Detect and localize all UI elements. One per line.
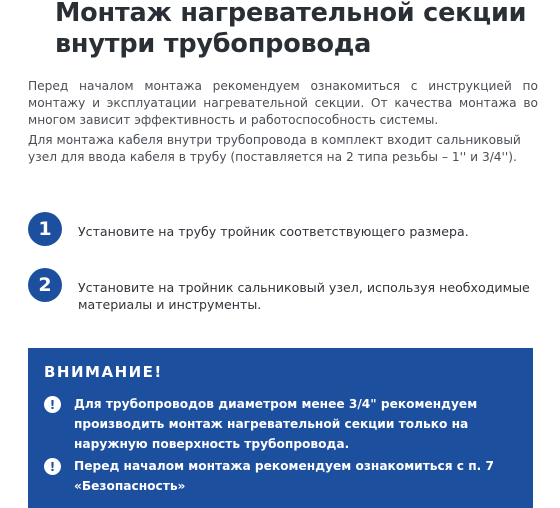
- warning-item-text: Перед началом монтажа рекомендуем ознакомиться с п. 7 «Безопасность»: [74, 459, 495, 493]
- warning-title: ВНИМАНИЕ!: [44, 363, 163, 381]
- warning-box: [28, 348, 533, 508]
- intro-paragraph-1: Перед началом монтажа рекомендуем ознакомиться с инструкцией по монтажу и эксплуатации нагревательной секции. От качества монтажа во многом зависит эффективность и работоспособность системы.: [28, 79, 538, 127]
- step-number-badge: 2: [28, 268, 62, 302]
- page-title-line-2: внутри трубопровода: [55, 29, 372, 59]
- step-2: [28, 268, 538, 318]
- warning-item-text: Для трубопроводов диаметром менее 3/4" рекомендуем производить монтаж нагревательной секции только на наружную поверхность трубопровода.: [74, 397, 478, 451]
- step-text: Установите на тройник сальниковый узел, используя необходимые материалы и инструменты.: [78, 280, 530, 312]
- step-number-badge: 1: [28, 212, 62, 246]
- step-text: Установите на трубу тройник соответствующего размера.: [78, 224, 469, 239]
- step-1: [28, 212, 538, 262]
- page-title-line-1: Монтаж нагревательной секции: [55, 0, 527, 28]
- page-title: [55, 0, 535, 60]
- steps-list: [28, 212, 538, 318]
- intro-text: [28, 78, 538, 170]
- exclamation-circle-icon: !: [44, 396, 61, 413]
- exclamation-circle-icon: !: [44, 458, 61, 475]
- intro-paragraph-2: Для монтажа кабеля внутри трубопровода в комплект входит сальниковый узел для ввода кабеля в трубу (поставляется на 2 типа резьбы – 1'' и 3/4'').: [28, 133, 521, 165]
